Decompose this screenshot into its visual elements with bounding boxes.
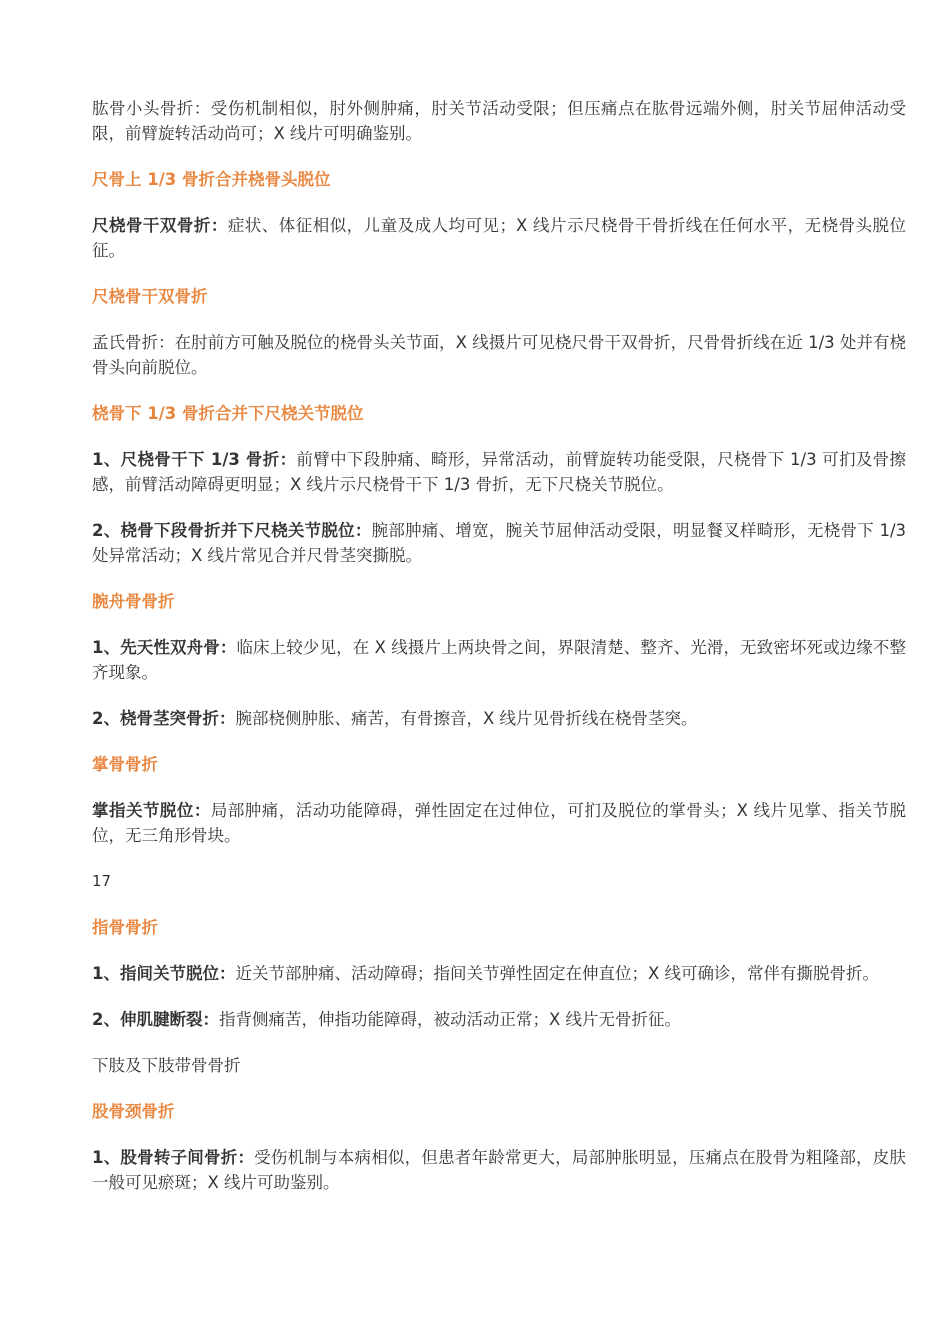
paragraph-text: 前臂中下段肿痛、畸形，异常活动，前臂旋转功能受限，尺桡骨下 1/3 可扪及骨擦感，前臂活动障碍更明显；X 线片示尺桡骨干下 1/3 骨折，无下尺桡关节脱位。 xyxy=(92,450,906,494)
paragraph-term: 2、桡骨下段骨折并下尺桡关节脱位： xyxy=(92,521,372,540)
paragraph xyxy=(92,96,906,146)
paragraph xyxy=(92,213,906,263)
paragraph-term: 尺桡骨干双骨折： xyxy=(92,216,228,235)
paragraph-term: 1、股骨转子间骨折： xyxy=(92,1148,255,1167)
paragraph xyxy=(92,330,906,380)
paragraph-term: 1、尺桡骨干下 1/3 骨折： xyxy=(92,450,297,469)
paragraph xyxy=(92,447,906,497)
paragraph-term: 1、先天性双舟骨： xyxy=(92,638,237,657)
page-number: 17 xyxy=(92,872,112,890)
paragraph-text: 腕部桡侧肿胀、痛苦，有骨擦音，X 线片见骨折线在桡骨茎突。 xyxy=(235,709,698,728)
paragraph-term: 2、桡骨茎突骨折： xyxy=(92,709,236,728)
section-heading: 桡骨下 1/3 骨折合并下尺桡关节脱位 xyxy=(92,404,364,423)
paragraph xyxy=(92,1007,906,1032)
section-heading: 尺桡骨干双骨折 xyxy=(92,287,208,306)
paragraph xyxy=(92,518,906,568)
paragraph-text: 肱骨小头骨折：受伤机制相似，肘外侧肿痛，肘关节活动受限；但压痛点在肱骨远端外侧，肘关节屈伸活动受限，前臂旋转活动尚可；X 线片可明确鉴别。 xyxy=(92,99,906,143)
paragraph-text: 局部肿痛，活动功能障碍，弹性固定在过伸位，可扪及脱位的掌骨头；X 线片见掌、指关节脱位，无三角形骨块。 xyxy=(92,801,906,845)
section-heading: 股骨颈骨折 xyxy=(92,1102,175,1121)
paragraph-term: 掌指关节脱位： xyxy=(92,801,211,820)
section-heading: 腕舟骨骨折 xyxy=(92,592,175,611)
section-heading: 尺骨上 1/3 骨折合并桡骨头脱位 xyxy=(92,170,331,189)
paragraph-term: 1、指间关节脱位： xyxy=(92,964,236,983)
paragraph-text: 孟氏骨折：在肘前方可触及脱位的桡骨头关节面，X 线摄片可见桡尺骨干双骨折，尺骨骨折线在近 1/3 处并有桡骨头向前脱位。 xyxy=(92,333,906,377)
paragraph-text: 受伤机制与本病相似，但患者年龄常更大，局部肿胀明显，压痛点在股骨为粗隆部，皮肤一般可见瘀斑；X 线片可助鉴别。 xyxy=(92,1148,906,1192)
paragraph xyxy=(92,635,906,685)
paragraph xyxy=(92,961,906,986)
paragraph-text: 症状、体征相似，儿童及成人均可见；X 线片示尺桡骨干骨折线在任何水平，无桡骨头脱位征。 xyxy=(92,216,906,260)
paragraph xyxy=(92,706,906,731)
paragraph-text: 临床上较少见，在 X 线摄片上两块骨之间，界限清楚、整齐、光滑，无致密坏死或边缘不整齐现象。 xyxy=(92,638,907,682)
paragraph xyxy=(92,1145,906,1195)
paragraph-text: 指背侧痛苦，伸指功能障碍，被动活动正常；X 线片无骨折征。 xyxy=(218,1010,682,1029)
section-heading: 指骨骨折 xyxy=(92,918,158,937)
document-page xyxy=(92,96,906,1216)
paragraph xyxy=(92,798,906,848)
plain-heading: 下肢及下肢带骨骨折 xyxy=(92,1056,241,1075)
paragraph-term: 2、伸肌腱断裂： xyxy=(92,1010,219,1029)
section-heading: 掌骨骨折 xyxy=(92,755,158,774)
paragraph-text: 腕部肿痛、增宽，腕关节屈伸活动受限，明显餐叉样畸形，无桡骨下 1/3 处异常活动；X 线片常见合并尺骨茎突撕脱。 xyxy=(92,521,906,565)
paragraph-text: 近关节部肿痛、活动障碍；指间关节弹性固定在伸直位；X 线可确诊，常伴有撕脱骨折。 xyxy=(235,964,880,983)
